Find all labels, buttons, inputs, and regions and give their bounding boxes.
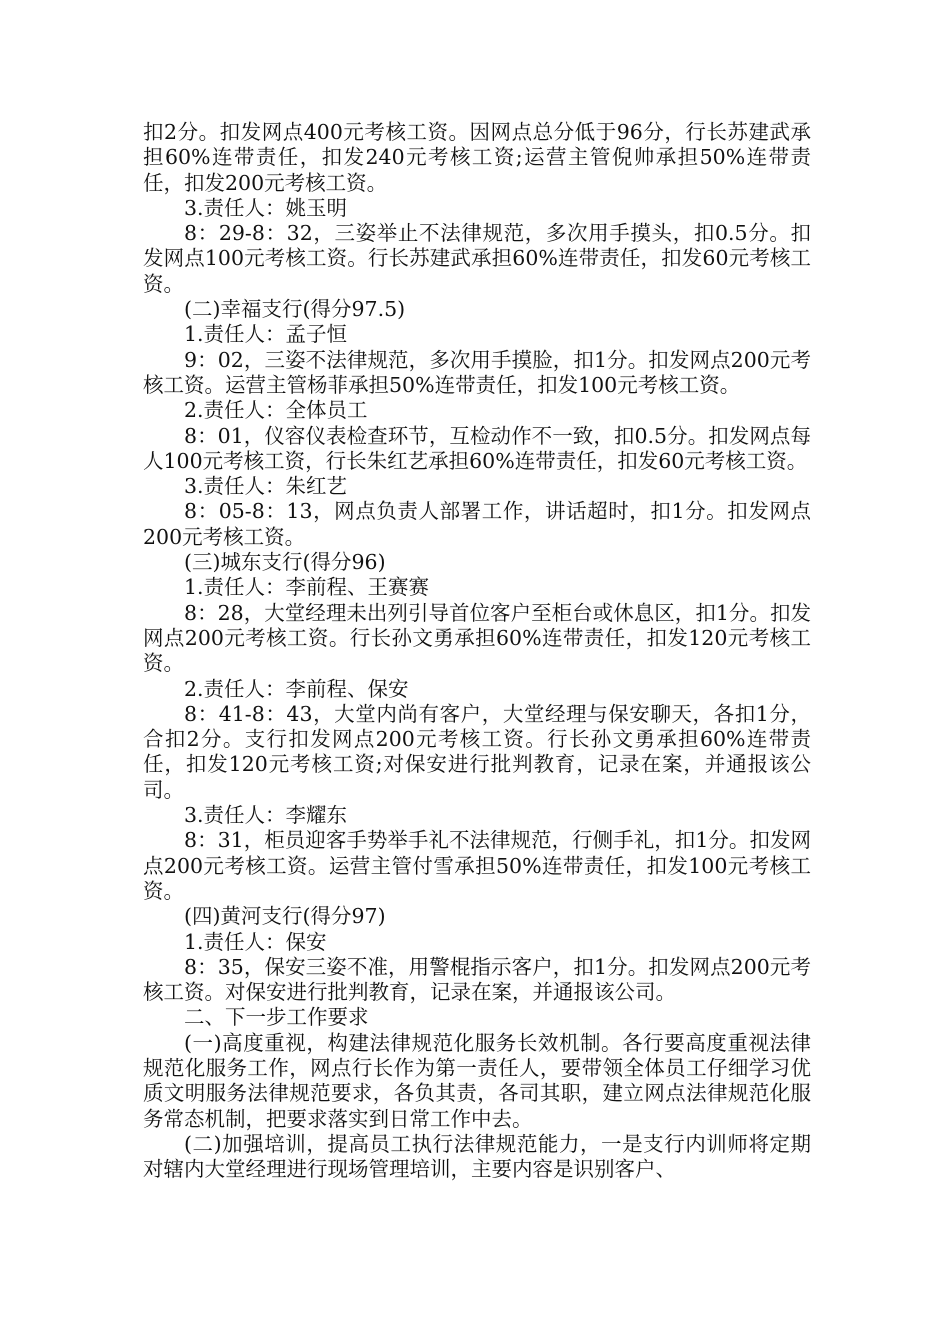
paragraph-20: 8：35，保安三姿不准，用警棍指示客户，扣1分。扣发网点200元考核工资。对保安进行批判教育，记录在案，并通报该公司。 — [143, 954, 811, 1005]
responsible-person-heading: 1.责任人：孟子恒 — [184, 322, 348, 347]
responsible-person-heading: 2.责任人：李前程、保安 — [184, 676, 409, 701]
responsible-person-heading: 3.责任人：朱红艺 — [184, 474, 348, 499]
paragraph-8: 8：01，仪容仪表检查环节，互检动作不一致，扣0.5分。扣发网点每人100元考核工资，行长朱红艺承担60%连带责任，扣发60元考核工资。 — [143, 423, 811, 473]
section-heading-huanghe: (四)黄河支行(得分97) — [184, 904, 386, 929]
paragraph-6: 9：02，三姿不法律规范，多次用手摸脸，扣1分。扣发网点200元考核工资。运营主管杨菲承担50%连带责任，扣发100元考核工资。 — [143, 347, 811, 397]
section-heading-xingfu: (二)幸福支行(得分97.5) — [184, 297, 406, 322]
paragraph-22: (一)高度重视，构建法律规范化服务长效机制。各行要高度重视法律规范化服务工作，网点行长作为第一责任人，要带领全体员工仔细学习优质文明服务法律规范要求，各负其责，各司其职，建立网点法律规范化服务常态机制，把要求落实到日常工作中去。 — [143, 1030, 811, 1131]
paragraph-3: 8：29-8：32，三姿举止不法律规范，多次用手摸头，扣0.5分。扣发网点100元考核工资。行长苏建武承担60%连带责任，扣发60元考核工资。 — [143, 221, 811, 296]
paragraph-23: (二)加强培训，提高员工执行法律规范能力，一是支行内训师将定期对辖内大堂经理进行现场管理培训，主要内容是识别客户、 — [143, 1131, 811, 1182]
section-heading-chengdong: (三)城东支行(得分96) — [184, 550, 386, 575]
document-body — [143, 120, 811, 1182]
responsible-person-heading: 3.责任人：李耀东 — [184, 803, 348, 828]
responsible-person-heading: 1.责任人：李前程、王赛赛 — [184, 575, 430, 600]
responsible-person-heading: 3.责任人：姚玉明 — [184, 195, 348, 220]
section-heading-next-steps: 二、下一步工作要求 — [184, 1005, 369, 1030]
paragraph-17: 8：31，柜员迎客手势举手礼不法律规范，行侧手礼，扣1分。扣发网点200元考核工资。运营主管付雪承担50%连带责任，扣发100元考核工资。 — [143, 828, 811, 903]
responsible-person-heading: 2.责任人：全体员工 — [184, 398, 368, 423]
paragraph-15: 8：41-8：43，大堂内尚有客户，大堂经理与保安聊天，各扣1分，合扣2分。支行扣发网点200元考核工资。行长孙文勇承担60%连带责任，扣发120元考核工资;对保安进行批判教育，记录在案，并通报该公司。 — [143, 701, 811, 802]
responsible-person-heading: 1.责任人：保安 — [184, 929, 327, 954]
paragraph-1: 扣2分。扣发网点400元考核工资。因网点总分低于96分，行长苏建武承担60%连带责任，扣发240元考核工资;运营主管倪帅承担50%连带责任，扣发200元考核工资。 — [143, 120, 811, 195]
paragraph-10: 8：05-8：13，网点负责人部署工作，讲话超时，扣1分。扣发网点200元考核工资。 — [143, 499, 811, 549]
paragraph-13: 8：28，大堂经理未出列引导首位客户至柜台或休息区，扣1分。扣发网点200元考核工资。行长孙文勇承担60%连带责任，扣发120元考核工资。 — [143, 600, 811, 676]
